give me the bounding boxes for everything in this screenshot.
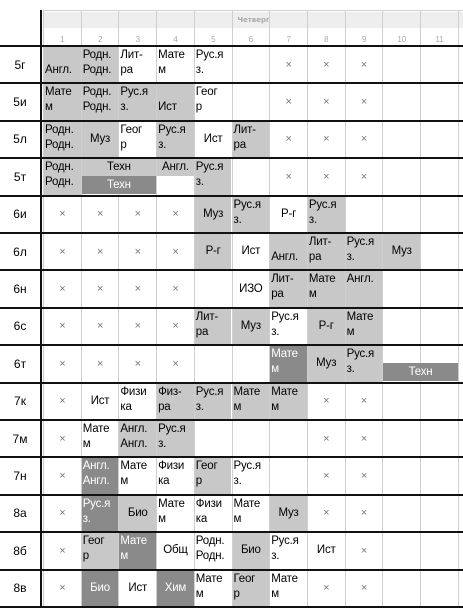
- lesson-text: м: [233, 512, 242, 525]
- lesson-text: м: [45, 101, 53, 114]
- lesson-cell[interactable]: [195, 47, 232, 82]
- lesson-text: Мате: [346, 310, 374, 323]
- lesson-text: Англ.: [120, 438, 148, 450]
- lesson-cell[interactable]: [233, 533, 270, 568]
- class-label: 7н: [13, 469, 27, 484]
- lesson-cell[interactable]: [82, 84, 119, 119]
- lesson-text: м: [158, 64, 166, 76]
- lesson-text: м: [271, 400, 279, 413]
- lesson-cell[interactable]: [270, 496, 307, 531]
- lesson-text: Био: [240, 544, 261, 557]
- lesson-text: Родн.: [82, 64, 112, 76]
- lesson-text: Мате: [271, 572, 298, 585]
- lesson-text: з.: [195, 64, 204, 76]
- empty-slot-mark: ×: [59, 432, 66, 445]
- lesson-cell[interactable]: [119, 47, 156, 82]
- empty-slot-mark: ×: [59, 320, 66, 333]
- lesson-cell[interactable]: [82, 122, 119, 157]
- lesson-text: Родн.: [45, 123, 74, 136]
- lesson-cell[interactable]: [233, 122, 270, 157]
- class-label: 5т: [13, 169, 27, 184]
- lesson-text: Мате: [233, 497, 261, 510]
- empty-slot-mark: ×: [172, 208, 179, 221]
- lesson-cell[interactable]: [270, 271, 307, 306]
- lesson-text: Био: [90, 581, 110, 594]
- lesson-text: ра: [158, 400, 171, 413]
- lesson-cell[interactable]: [233, 271, 270, 306]
- lesson-text: ка: [158, 475, 170, 488]
- lesson-cell[interactable]: [157, 84, 194, 119]
- lesson-text: Рус.я: [346, 348, 375, 361]
- lesson-text: ИЗО: [239, 282, 263, 295]
- lesson-cell[interactable]: [233, 496, 270, 531]
- lesson-text: з.: [233, 213, 242, 226]
- column-number: 6: [248, 34, 254, 44]
- lesson-text: Родн.: [45, 161, 74, 174]
- lesson-text: м: [308, 288, 317, 301]
- lesson-text: Рус.я: [195, 385, 224, 398]
- lesson-text: ра: [120, 64, 133, 76]
- lesson-text: Ист: [316, 544, 336, 557]
- lesson-cell[interactable]: [195, 496, 232, 531]
- empty-slot-mark: ×: [360, 96, 368, 109]
- lesson-text: Родн.: [195, 535, 225, 548]
- empty-slot-mark: ×: [360, 170, 368, 183]
- lesson-text: з.: [120, 101, 129, 114]
- lesson-text: Англ.: [45, 64, 72, 76]
- lesson-cell[interactable]: [346, 309, 383, 344]
- lesson-text: з.: [271, 550, 280, 563]
- lesson-text: Геог: [120, 123, 143, 136]
- lesson-text: р: [233, 587, 240, 600]
- lesson-text: Рус.я: [308, 198, 337, 211]
- lesson-cell[interactable]: [119, 384, 156, 419]
- lesson-cell[interactable]: [82, 458, 119, 493]
- class-label: 8в: [13, 581, 27, 596]
- lesson-text: з.: [82, 512, 91, 525]
- class-label: 7м: [12, 431, 28, 446]
- lesson-text: Рус.я: [120, 86, 148, 99]
- empty-slot-mark: ×: [59, 582, 66, 595]
- empty-slot-mark: ×: [360, 432, 368, 445]
- lesson-text: Англ.: [162, 161, 189, 174]
- lesson-text: Физ-: [158, 385, 182, 398]
- lesson-text: м: [195, 587, 204, 600]
- empty-slot-mark: ×: [285, 58, 292, 71]
- lesson-text: Родн.: [45, 176, 74, 189]
- empty-slot-mark: ×: [134, 320, 142, 333]
- lesson-cell[interactable]: [346, 346, 383, 381]
- lesson-cell[interactable]: [270, 533, 307, 568]
- class-label: 6т: [13, 356, 27, 371]
- column-number: 10: [397, 34, 407, 44]
- class-label: 8б: [13, 543, 27, 558]
- lesson-cell[interactable]: [308, 533, 345, 568]
- lesson-cell[interactable]: [383, 234, 420, 269]
- empty-slot-mark: ×: [172, 320, 179, 333]
- column-number: 4: [173, 34, 178, 44]
- lesson-text: Мате: [82, 423, 110, 435]
- column-number: 3: [135, 34, 141, 44]
- lesson-text: Лит-: [271, 273, 294, 286]
- lesson-text: м: [82, 438, 91, 450]
- lesson-text: Мате: [233, 385, 261, 398]
- lesson-text: м: [120, 550, 129, 563]
- lesson-text: Мате: [195, 572, 223, 585]
- lesson-text: ка: [195, 512, 208, 525]
- lesson-cell[interactable]: [195, 197, 232, 232]
- lesson-text: Физи: [158, 460, 185, 473]
- lesson-text: Рус.я: [195, 49, 224, 61]
- lesson-cell[interactable]: [157, 384, 194, 419]
- lesson-cell[interactable]: [233, 234, 270, 269]
- lesson-cell[interactable]: [308, 197, 345, 232]
- lesson-cell[interactable]: [346, 271, 383, 306]
- lesson-text: Мате: [308, 273, 336, 286]
- lesson-text: Рус.я: [271, 310, 299, 323]
- lesson-cell[interactable]: [308, 309, 345, 344]
- lesson-text: з.: [271, 325, 280, 338]
- class-label: 5л: [13, 132, 27, 147]
- empty-slot-mark: ×: [59, 544, 66, 557]
- lesson-text: Англ.: [82, 460, 110, 473]
- lesson-text: Р-г: [205, 245, 221, 258]
- column-number: 11: [435, 34, 444, 44]
- empty-slot-mark: ×: [134, 357, 142, 370]
- empty-slot-mark: ×: [59, 283, 66, 296]
- lesson-text: Техн: [408, 365, 433, 378]
- empty-slot-mark: ×: [360, 395, 368, 408]
- lesson-text: Рус.я: [233, 198, 261, 211]
- lesson-text: Англ.: [346, 273, 374, 286]
- lesson-text: Лит-: [233, 123, 256, 136]
- empty-slot-mark: ×: [96, 320, 104, 333]
- column-number: 5: [211, 34, 216, 44]
- class-label: 6н: [13, 282, 27, 297]
- lesson-text: Родн.: [45, 138, 74, 151]
- lesson-cell[interactable]: [44, 84, 81, 119]
- lesson-text: Лит-: [120, 49, 143, 61]
- lesson-cell[interactable]: [82, 571, 119, 606]
- lesson-cell[interactable]: [44, 47, 81, 82]
- empty-slot-mark: ×: [172, 283, 179, 296]
- class-label: 6л: [13, 244, 27, 259]
- lesson-text: р: [82, 550, 89, 563]
- column-divider: [458, 10, 459, 608]
- empty-slot-mark: ×: [285, 133, 292, 146]
- empty-slot-mark: ×: [134, 245, 142, 258]
- lesson-text: Мате: [120, 535, 147, 548]
- lesson-text: Англ.: [120, 423, 148, 435]
- lesson-text: Мате: [271, 348, 298, 361]
- lesson-text: Геог: [233, 572, 256, 585]
- empty-slot-mark: ×: [323, 395, 330, 408]
- empty-slot-mark: ×: [323, 507, 330, 520]
- lesson-text: Мате: [158, 497, 185, 510]
- class-label: 6и: [13, 207, 27, 222]
- lesson-text: з.: [158, 438, 167, 450]
- lesson-cell[interactable]: [195, 384, 232, 419]
- lesson-text: Муз: [89, 132, 111, 145]
- lesson-text: р: [120, 138, 127, 151]
- empty-slot-mark: ×: [323, 170, 330, 183]
- lesson-text: Техн: [106, 161, 131, 174]
- lesson-text: з.: [195, 176, 204, 189]
- lesson-text: з.: [233, 475, 242, 488]
- lesson-text: Лит-: [195, 310, 219, 323]
- lesson-cell[interactable]: [383, 363, 457, 381]
- empty-slot-mark: ×: [285, 170, 292, 183]
- empty-slot-mark: ×: [59, 470, 66, 483]
- empty-slot-mark: ×: [360, 544, 368, 557]
- lesson-text: Ист: [90, 394, 110, 407]
- lesson-cell[interactable]: [157, 47, 194, 82]
- lesson-text: Муз: [278, 506, 299, 519]
- empty-slot-mark: ×: [59, 208, 66, 221]
- lesson-text: Ист: [158, 101, 177, 114]
- lesson-text: Геог: [82, 535, 105, 548]
- lesson-cell[interactable]: [119, 84, 156, 119]
- column-number: 2: [97, 34, 103, 44]
- empty-slot-mark: ×: [134, 208, 142, 221]
- lesson-cell[interactable]: [233, 458, 270, 493]
- lesson-cell[interactable]: [308, 271, 345, 306]
- lesson-cell[interactable]: [82, 47, 119, 82]
- lesson-text: Рус.я: [158, 423, 186, 435]
- lesson-text: Мате: [271, 385, 298, 398]
- lesson-text: Геог: [195, 86, 218, 99]
- lesson-cell[interactable]: [195, 84, 232, 119]
- grid-top-border: [44, 10, 463, 11]
- lesson-text: ра: [195, 325, 209, 338]
- lesson-text: з.: [346, 363, 355, 376]
- lesson-text: ра: [233, 138, 246, 151]
- class-column-border: [40, 10, 42, 608]
- empty-slot-mark: ×: [96, 208, 104, 221]
- class-label: 5и: [13, 95, 27, 110]
- class-label: 8а: [13, 506, 27, 521]
- lesson-cell[interactable]: [270, 346, 307, 381]
- lesson-text: Рус.я: [195, 161, 224, 174]
- empty-slot-mark: ×: [360, 470, 368, 483]
- lesson-text: ра: [308, 251, 322, 263]
- lesson-cell[interactable]: [195, 122, 232, 157]
- lesson-text: Ист: [203, 132, 223, 145]
- lesson-text: з.: [308, 213, 317, 226]
- lesson-cell[interactable]: [157, 421, 194, 456]
- lesson-cell[interactable]: [270, 197, 307, 232]
- lesson-text: р: [195, 101, 202, 114]
- lesson-text: Общ: [163, 544, 188, 557]
- lesson-text: Родн.: [82, 49, 112, 61]
- lesson-text: Рус.я: [271, 535, 299, 548]
- lesson-text: Техн: [106, 178, 131, 191]
- lesson-cell[interactable]: [233, 309, 270, 344]
- lesson-text: Ист: [128, 581, 148, 594]
- lesson-cell[interactable]: [119, 421, 156, 456]
- lesson-cell[interactable]: [44, 159, 81, 194]
- empty-slot-mark: ×: [134, 283, 142, 296]
- lesson-cell[interactable]: [270, 234, 307, 269]
- empty-slot-mark: ×: [59, 245, 66, 258]
- lesson-text: Мате: [158, 49, 185, 61]
- lesson-cell[interactable]: [270, 309, 307, 344]
- class-label: 6с: [13, 319, 27, 334]
- class-label: 5г: [14, 57, 26, 72]
- lesson-cell[interactable]: [157, 159, 194, 176]
- lesson-text: з.: [195, 400, 204, 413]
- lesson-text: Родн.: [195, 550, 225, 563]
- column-number: 9: [361, 34, 367, 44]
- lesson-cell[interactable]: [195, 309, 232, 344]
- lesson-text: м: [346, 325, 355, 338]
- lesson-cell[interactable]: [82, 421, 119, 456]
- empty-slot-mark: ×: [360, 507, 368, 520]
- empty-slot-mark: ×: [59, 357, 66, 370]
- lesson-text: Рус.я: [346, 236, 375, 248]
- empty-slot-mark: ×: [323, 96, 330, 109]
- lesson-cell[interactable]: [233, 384, 270, 419]
- lesson-cell[interactable]: [308, 234, 345, 269]
- lesson-text: з.: [158, 138, 167, 151]
- lesson-text: Физи: [120, 385, 147, 398]
- lesson-cell[interactable]: [195, 571, 232, 606]
- empty-slot-mark: ×: [172, 245, 179, 258]
- lesson-cell[interactable]: [157, 458, 194, 493]
- empty-slot-mark: ×: [59, 395, 66, 408]
- lesson-cell[interactable]: [157, 122, 194, 157]
- lesson-text: Мате: [45, 86, 72, 99]
- lesson-cell[interactable]: [346, 234, 383, 269]
- lesson-cell[interactable]: [82, 159, 156, 176]
- column-divider: [420, 10, 421, 608]
- empty-slot-mark: ×: [323, 582, 330, 595]
- lesson-text: Био: [127, 506, 148, 519]
- lesson-cell[interactable]: [308, 346, 345, 381]
- lesson-text: Муз: [316, 357, 337, 370]
- lesson-text: Рус.я: [82, 497, 111, 510]
- lesson-cell[interactable]: [195, 234, 232, 269]
- lesson-text: Лит-: [308, 236, 332, 248]
- lesson-text: Муз: [391, 245, 412, 258]
- empty-slot-mark: ×: [323, 432, 330, 445]
- lesson-cell[interactable]: [195, 533, 232, 568]
- empty-slot-mark: ×: [285, 96, 292, 109]
- lesson-text: Ист: [241, 245, 261, 258]
- lesson-text: Мате: [120, 460, 147, 473]
- lesson-cell[interactable]: [195, 458, 232, 493]
- lesson-text: ка: [120, 400, 132, 413]
- lesson-text: Хим: [164, 581, 187, 594]
- lesson-text: м: [120, 475, 129, 488]
- lesson-cell[interactable]: [157, 533, 194, 568]
- lesson-text: м: [271, 587, 279, 600]
- lesson-text: Муз: [203, 207, 224, 220]
- lesson-text: Родн.: [82, 86, 112, 99]
- empty-slot-mark: ×: [96, 245, 104, 258]
- lesson-text: м: [158, 512, 166, 525]
- lesson-text: Родн.: [82, 101, 112, 114]
- lesson-text: м: [233, 400, 242, 413]
- empty-slot-mark: ×: [360, 58, 368, 71]
- empty-slot-mark: ×: [96, 283, 104, 296]
- lesson-cell[interactable]: [270, 571, 307, 606]
- lesson-cell[interactable]: [119, 533, 156, 568]
- lesson-text: м: [271, 363, 279, 376]
- empty-slot-mark: ×: [96, 357, 104, 370]
- lesson-text: Рус.я: [233, 460, 261, 473]
- lesson-cell[interactable]: [157, 571, 194, 606]
- lesson-text: Р-г: [280, 207, 297, 220]
- lesson-cell[interactable]: [82, 384, 119, 419]
- lesson-cell[interactable]: [119, 571, 156, 606]
- lesson-text: Муз: [240, 319, 261, 332]
- lesson-text: Рус.я: [158, 123, 186, 136]
- lesson-text: з.: [346, 251, 355, 263]
- lesson-cell[interactable]: [82, 176, 156, 194]
- lesson-text: Физи: [195, 497, 222, 510]
- empty-slot-mark: ×: [360, 582, 368, 595]
- lesson-cell[interactable]: [233, 197, 270, 232]
- empty-slot-mark: ×: [59, 507, 66, 520]
- lesson-cell[interactable]: [233, 571, 270, 606]
- lesson-cell[interactable]: [119, 122, 156, 157]
- column-number: 1: [60, 34, 65, 44]
- column-number: 7: [286, 34, 291, 44]
- lesson-cell[interactable]: [82, 496, 119, 531]
- lesson-cell[interactable]: [195, 159, 232, 194]
- lesson-text: Англ.: [82, 475, 110, 488]
- lesson-text: Р-г: [318, 319, 334, 332]
- lesson-text: Геог: [195, 460, 218, 473]
- lesson-cell[interactable]: [82, 533, 119, 568]
- empty-slot-mark: ×: [323, 470, 330, 483]
- lesson-text: ра: [271, 288, 284, 301]
- lesson-text: р: [195, 475, 202, 488]
- lesson-cell[interactable]: [157, 496, 194, 531]
- lesson-cell[interactable]: [44, 122, 81, 157]
- lesson-cell[interactable]: [119, 496, 156, 531]
- empty-slot-mark: ×: [172, 357, 179, 370]
- empty-slot-mark: ×: [323, 133, 330, 146]
- day-header: Четверг: [44, 12, 463, 28]
- empty-slot-mark: ×: [323, 58, 330, 71]
- class-label: 7к: [14, 394, 26, 409]
- lesson-text: Англ.: [271, 251, 299, 263]
- lesson-cell[interactable]: [119, 458, 156, 493]
- column-number: 8: [324, 34, 329, 44]
- lesson-cell[interactable]: [270, 384, 307, 419]
- empty-slot-mark: ×: [360, 133, 368, 146]
